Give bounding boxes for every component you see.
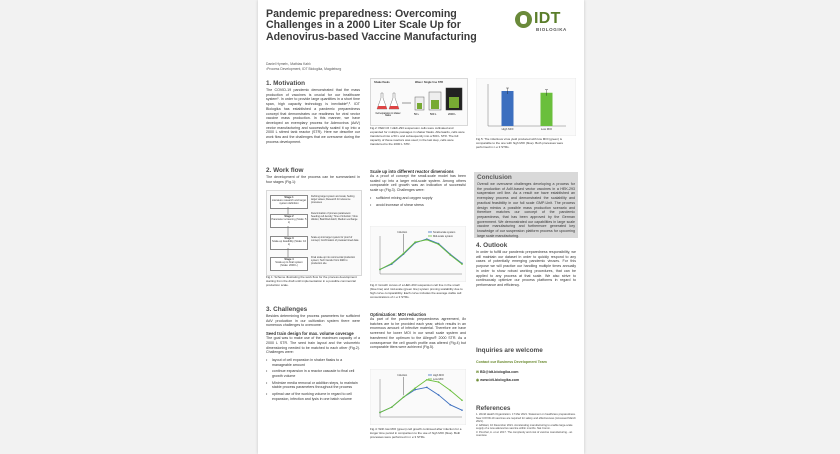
data-point — [403, 253, 405, 255]
scaleup-heading: Scale up into different reactor dimensions — [370, 169, 454, 174]
stage-name: Stage 3 — [284, 237, 294, 240]
fig2-label: Wave / Single Use STR — [415, 81, 444, 84]
motivation-text: The COVID-19 pandemic demonstrated that the mass production of vaccines is crucial for our healthcare system¹. In order to provide large quantities in a short time span, high capacity technology is inevitable²,³. IDT Biologika has established a pandemic preparedness concept that demonstrates our readiness for viral vector vaccine mass production. In this manner, we have developed an exemplary process for Adenovirus (AdV) vector manufacturing and successfully scaled it up into a 2000 L stirred tank reactor (STR). Here we describe our work flow and the challenges that we overcame during the process development. — [266, 88, 360, 144]
data-point — [449, 404, 451, 406]
data-point — [414, 241, 416, 243]
list-item: • continue expansion in a reactor cascade to final cell growth volume — [266, 369, 360, 378]
inquiries-heading: Inquiries are welcome — [476, 347, 543, 354]
section-scaleup — [370, 169, 466, 209]
stage-name: Stage 4 — [284, 258, 294, 261]
data-point — [379, 269, 381, 271]
fig2-step: 2000 L — [448, 113, 456, 116]
stage-arrows — [267, 191, 361, 275]
email-address: BD@idt-biologika.com — [480, 369, 519, 374]
figure-1-workflow — [266, 190, 362, 276]
figure-4-caption: Fig.4: With low MOI (green) cell growth continued after infection for a longer time period in comparison to the use of high MOI (blue). Both processes were performed in n ≥ 3 STRs. — [370, 427, 462, 439]
website-url: www.idt-biologika.com — [480, 378, 520, 383]
fig2-label: Shake flasks — [374, 81, 390, 84]
data-point — [403, 396, 405, 398]
section-inquiries — [476, 347, 576, 383]
reference-item: 3. Ponchel, A. et al. 2017. The complexity and cost of vaccine manufacturing - an overview. — [476, 430, 573, 437]
email-icon: ✉ — [476, 369, 481, 374]
section-challenges — [266, 306, 360, 404]
data-point — [438, 381, 440, 383]
stage-note: Determination of process parameters: Seeding cell density; Time of infection; Virus dilution; Batch/fed-batch; Medium exchange — [311, 212, 358, 221]
seedtrain-heading: Seed train design for max. volume coverage — [266, 331, 354, 337]
legend-label: High MOI — [433, 374, 444, 377]
logo-word: IDT — [534, 10, 561, 27]
scaleup-text: As a proof of concept the small-scale model has been scaled up into a larger mid-scale system. Among others comparable cell growth was an indication of successful scale up (Fig.3). Challenges were: — [370, 174, 466, 193]
infection-annotation: Infection — [397, 374, 408, 377]
figure-3-growth-chart — [370, 226, 466, 282]
figure-3-caption: Fig.3: Growth curves of a HEK-293 suspension cell line in the small (blue line) and mid-scale (green line) system proving scalability due to high curve comparability. Each curve includes the average viable cell concentrations of n ≥ 3 STRs. — [370, 283, 463, 299]
data-point — [449, 254, 451, 256]
figure-2-seedtrain — [370, 78, 468, 126]
authors — [266, 62, 386, 71]
data-point — [426, 379, 428, 381]
stage-desc: Scale-up feasibility (Scale: 10 L) — [271, 240, 307, 247]
data-point — [438, 244, 440, 246]
outlook-heading: 4. Outlook — [476, 242, 508, 249]
optimization-heading: Optimization: MOI reduction — [370, 312, 427, 317]
section-workflow — [266, 167, 360, 184]
workflow-text: The development of the process can be summarized in four stages (Fig.1): — [266, 175, 360, 184]
data-point — [379, 412, 381, 414]
infection-annotation: Infection — [397, 231, 408, 234]
reference-item: 2. Adhikari, 10 December 2021. Accelerating manufacturing to enable large-scale supply of a new adenovirus vaccine within months. Nat Comm. — [476, 423, 573, 430]
poster-title: Pandemic preparedness: Overcoming Challenges in a 2000 Liter Scale Up for Adenovirus-based Vaccine Manufacturing — [266, 8, 477, 43]
email-link[interactable] — [476, 370, 576, 375]
category-label: Low MOI — [540, 127, 553, 131]
poster — [258, 0, 584, 454]
shake-flask-icon — [389, 93, 399, 109]
logo-sub: BIOLOGIKA — [536, 27, 567, 32]
seedtrain-diagram — [371, 79, 467, 125]
stage-desc: Scale-up to final system (Scale: 2000 L) — [275, 261, 303, 268]
section-references — [476, 405, 576, 438]
legend-label: Mid-scale system — [433, 235, 454, 238]
figure-1-caption: Fig.1: Scheme illustrating the work flow for the process development starting from the draft until implementation in a possible commercial production scale. — [266, 275, 357, 287]
affiliation: ¹Process Development, IDT Biologika, Magdeburg — [266, 66, 342, 71]
stage-name: Stage 2 — [284, 215, 294, 218]
figure-5-yield-chart — [476, 78, 576, 136]
fig2-step: 50 L — [414, 113, 420, 116]
stage-desc: Literature research and target system definition — [271, 199, 307, 206]
fig2-step: 500 L — [430, 113, 437, 116]
list-item: • layout of cell expansion in shaker flasks to a manageable amount — [266, 358, 360, 367]
legend-label: Small-scale system — [433, 231, 456, 234]
list-item: • Minimize media removal or addition steps, to maintain stable process parameters throughout the process — [266, 381, 360, 390]
section-motivation — [266, 80, 360, 144]
category-label: High MOI — [501, 127, 514, 131]
contact-link[interactable]: Contact our Business Development Team — [476, 360, 547, 364]
chart-background — [476, 78, 576, 136]
section-optimization — [370, 312, 466, 350]
chart-background — [370, 369, 466, 425]
figure-4-moi-chart — [370, 369, 466, 425]
stage-name: Stage 1 — [284, 196, 294, 199]
data-point — [438, 394, 440, 396]
data-point — [414, 387, 416, 389]
data-point — [449, 390, 451, 392]
legend-label: Low MOI — [433, 378, 444, 381]
data-point — [461, 399, 463, 401]
list-item: • optimal use of the working volume in regard to cell expansion, infection and lysis in one batch volume — [266, 392, 360, 401]
workflow-heading: 2. Work flow — [266, 167, 304, 174]
bar — [502, 91, 514, 126]
outlook-text: In order to fulfill our pandemic preparedness responsibility, we will maintain our dataset in order to quickly respond to any cases of potentially emerging pandemic viruses. For this purpose we will practice our handling multiple times annually in order to show robust working procedures, that can be applied to any process at that scale. We also strive to continuously optimize our process platforms in regard to performance and efficiency. — [476, 250, 576, 287]
data-point — [461, 409, 463, 411]
shake-flask-icon — [377, 93, 387, 109]
data-point — [391, 406, 393, 408]
conclusion-text: Overall we overcame challenges developing a process for the production of AdV-based vector vaccines in a HEK-293 suspension cell line. As a result we have established an exemplary process and demonstrated the scalability and practical feasibility in our full scale GMP-Unit. The process design mimics a possible mass production scenario and therefore matches our concept of the pandemic preparedness, that has been approved by the German government. We demonstrated our capabilities in large scale vaccine manufacturing and furthermore generated key knowledge of our suspension platform process for upcoming large scale manufacturing. — [477, 182, 575, 238]
challenges-bullets — [266, 358, 360, 402]
list-item: • avoid increase of shear stress — [370, 203, 466, 208]
fig2-step: Cell expansion in shaker flasks — [375, 113, 401, 117]
globe-icon: ◉ — [476, 378, 481, 383]
section-conclusion — [474, 172, 578, 238]
idt-logo — [515, 11, 579, 39]
stage-note: Final scale-up into commercial production system; Tech transfer from R&D to production site — [311, 256, 356, 265]
motivation-heading: 1. Motivation — [266, 80, 306, 87]
seedtrain-text: The goal was to make use of the maximum capacity of a 2000 L STR. The seed train layout and the volumetric dimensioning needed to be matched to each other (Fig.2). Challenges were: — [266, 336, 360, 355]
figure-5-caption: Fig.5: The infectious virus yield produced with low MOI (green) is comparable to the one with high MOI (blue). Both processes were performed in n ≥ 3 STRs. — [476, 137, 564, 149]
stage-note: Scale-up into larger system for proof of concept; Confirmation of predetermined data — [311, 236, 359, 242]
references-heading: References — [476, 405, 511, 412]
stage-note: Defining target system and scale; Setting target values; Research for reference processes — [311, 195, 355, 204]
list-item: • sufficient mixing and oxygen supply — [370, 196, 466, 201]
data-point — [426, 239, 428, 241]
website-link[interactable] — [476, 378, 576, 383]
reference-item: 1. World Health Organization. 17 Mar 2021. Statement on healthcare preparedness. New COVID-19 vaccines are required for safety and effectiveness (Accessed March 2021). — [476, 413, 576, 423]
idt-logo-mark-icon — [515, 11, 532, 28]
optimization-text: As part of the pandemic preparedness agreement, 8x batches are to be provided each year, which results in an enormous amount of infective material. Therefore we have screened for lower MOI in our small scale system and transferred the optimum to the Allegro® 2000 STR. As a consequence the cell growth profile was altered (Fig.4) but comparable titers were achieved (Fig.5). — [370, 317, 466, 350]
author-names: Daniel Hymeh¹, Mathias Kahl¹ — [266, 62, 312, 66]
bar — [541, 93, 553, 126]
data-point — [391, 263, 393, 265]
section-outlook — [476, 242, 576, 288]
stage-desc: Parameter screening (Scale: 5 L) — [271, 218, 307, 225]
data-point — [461, 263, 463, 265]
conclusion-heading: Conclusion — [477, 174, 512, 181]
figure-2-caption: Fig.2: PER.C6 / HEK-293 suspension cells were cultivated and expanded for multiple passages in shaker flasks. Afterwards, cells were transferred into a 50 L and subsequently into a 500 L STR. The full capacity of these reactors was used; in the last step, cells were transferred to the 2000 L STR. — [370, 126, 465, 146]
challenges-heading: 3. Challenges — [266, 306, 308, 313]
challenges-text: Besides determining the process parameters for sufficient AdV production in our cultivation system there were numerous challenges to overcome. — [266, 314, 360, 328]
data-point — [426, 387, 428, 389]
